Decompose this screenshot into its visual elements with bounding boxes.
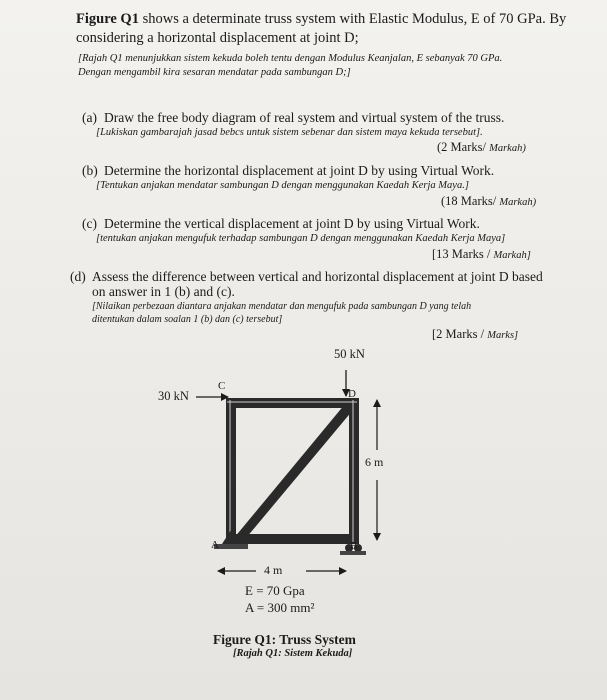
member-cd xyxy=(226,398,358,408)
question-a-marks-en: (2 Marks/ xyxy=(437,140,486,154)
question-a-marks-ms: Markah) xyxy=(489,143,526,154)
question-c-marks-ms: Markah] xyxy=(493,250,531,261)
question-b-marks-ms: Markah) xyxy=(499,197,537,208)
question-d-text-line2: on answer in 1 (b) and (c). xyxy=(92,284,235,299)
node-a-label: A xyxy=(211,539,219,551)
member-db xyxy=(349,398,359,544)
question-d-malay-line1: [Nilaikan perbezaan diantara anjakan mendatar dan mengufuk pada sambungan D yang telah xyxy=(92,301,472,312)
load-left-label: 30 kN xyxy=(158,389,189,403)
intro-malay-line2: Dengan mengambil kira sesaran mendatar pada sambungan D;] xyxy=(78,67,351,78)
member-ca xyxy=(226,398,236,544)
load-top-label: 50 kN xyxy=(334,347,365,361)
question-b-marks-en: (18 Marks/ xyxy=(441,194,497,208)
question-d-marks-ms: Marks] xyxy=(487,330,519,341)
question-c-malay: [tentukan anjakan mengufuk terhadap sambungan D dengan menggunakan Kaedah Kerja Maya] xyxy=(96,233,506,244)
question-c-marks-en: [13 Marks / xyxy=(432,247,491,261)
figure-caption: Figure Q1: Truss System xyxy=(213,632,356,647)
question-c-text: Determine the vertical displacement at joint D by using Virtual Work. xyxy=(104,216,480,231)
question-d-marks-en: [2 Marks / xyxy=(432,327,485,341)
question-b-text: Determine the horizontal displacement at joint D by using Virtual Work. xyxy=(104,163,495,178)
question-a-malay: [Lukiskan gambarajah jasad bebcs untuk sistem sebenar dan sistem maya kekuda tersebut]. xyxy=(96,127,483,138)
width-label: 4 m xyxy=(264,563,283,577)
area-label: A = 300 mm² xyxy=(245,600,315,615)
figure-reference: Figure Q1 xyxy=(76,11,139,27)
question-c-label: (c) xyxy=(82,216,97,231)
question-b-label: (b) xyxy=(82,163,98,178)
question-d-label: (d) xyxy=(70,269,86,284)
modulus-label: E = 70 Gpa xyxy=(245,583,305,598)
question-d-text-line1: Assess the difference between vertical and horizontal displacement at joint D based xyxy=(92,269,543,284)
intro-malay-line1: [Rajah Q1 menunjukkan sistem kekuda boleh tentu dengan Modulus Keanjalan, E sebanyak 70 GPa. xyxy=(78,53,503,64)
node-d-label: D xyxy=(348,388,356,400)
node-b-label: B xyxy=(350,540,358,552)
question-a-label: (a) xyxy=(82,110,97,125)
height-label: 6 m xyxy=(365,455,384,469)
truss-members xyxy=(226,398,359,544)
question-d-malay-line2: ditentukan dalam soalan 1 (b) dan (c) tersebut] xyxy=(92,314,283,325)
support-a-ground xyxy=(214,544,248,549)
question-b-malay: [Tentukan anjakan mendatar sambungan D dengan menggunakan Kaedah Kerja Maya.] xyxy=(96,180,469,191)
member-ad-diagonal xyxy=(234,398,358,544)
question-a-text: Draw the free body diagram of real system and virtual system of the truss. xyxy=(104,110,505,125)
intro-text: shows a determinate truss system with Elastic Modulus, E of 70 GPa. By considering a horizontal displacement at joint D; xyxy=(76,11,567,46)
figure-caption-malay: [Rajah Q1: Sistem Kekuda] xyxy=(233,648,353,659)
node-c-label: C xyxy=(218,380,226,392)
